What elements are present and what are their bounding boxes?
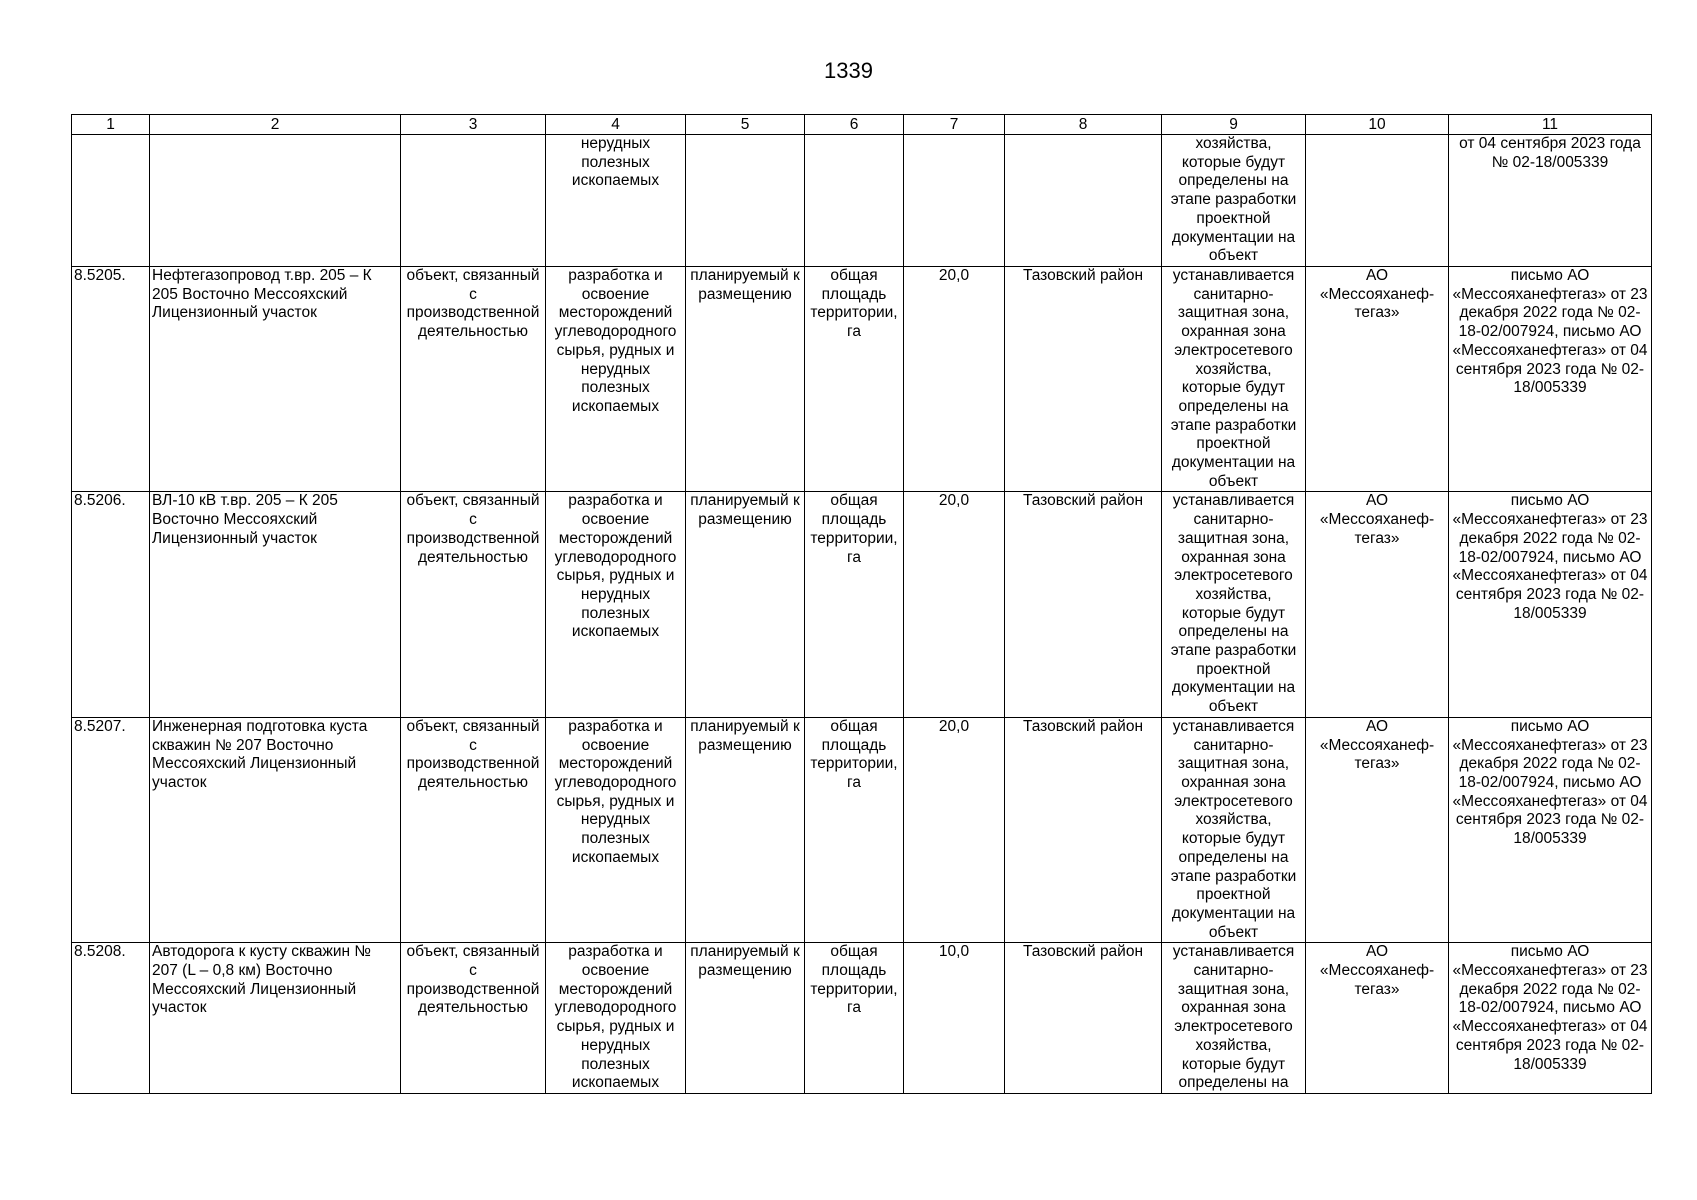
value-cell: 20,0 [904, 717, 1005, 942]
continuation-row [72, 135, 1652, 267]
table-row [72, 943, 1652, 1094]
source-cell: письмо АО «Мессояханефтегаз» от 23 декабря 2022 года № 02-18-02/007924, письмо АО «Мессояханефтегаз» от 04 сентября 2023 года № 02-18/005339 [1449, 492, 1652, 717]
source-cell: письмо АО «Мессояханефтегаз» от 23 декабря 2022 года № 02-18-02/007924, письмо АО «Мессояханефтегаз» от 04 сентября 2023 года № 02-18/005339 [1449, 267, 1652, 492]
location-cell: Тазовский район [1005, 267, 1162, 492]
column-header-5: 5 [686, 115, 805, 135]
column-header-6: 6 [805, 115, 904, 135]
zones-cell: устанавливается санитарно-защитная зона, охранная зона электросетевого хозяйства, которые будут определены на этапе разработки проектной документации на объект [1162, 492, 1306, 717]
column-header-10: 10 [1306, 115, 1449, 135]
object-name: Автодорога к кусту скважин № 207 (L – 0,8 км) Восточно Мессояхский Лицензионный участок [150, 943, 401, 1094]
column-header-9: 9 [1162, 115, 1306, 135]
status-cell: планируемый к размещению [686, 717, 805, 942]
row-number: 8.5208. [72, 943, 150, 1094]
owner-cell: АО «Мессояханеф-тегаз» [1306, 717, 1449, 942]
purpose-cell: разработка и освоение месторождений углеводородного сырья, рудных и нерудных полезных ископаемых [546, 717, 686, 942]
empty-cell [1306, 135, 1449, 267]
column-header-4: 4 [546, 115, 686, 135]
purpose-cell: разработка и освоение месторождений углеводородного сырья, рудных и нерудных полезных ископаемых [546, 267, 686, 492]
status-cell: планируемый к размещению [686, 943, 805, 1094]
registry-table [71, 114, 1652, 1094]
purpose-cell: разработка и освоение месторождений углеводородного сырья, рудных и нерудных полезных ископаемых [546, 943, 686, 1094]
object-name: ВЛ-10 кВ т.вр. 205 – К 205 Восточно Мессояхский Лицензионный участок [150, 492, 401, 717]
object-type: объект, связанный с производственной деятельностью [401, 267, 546, 492]
table-row [72, 492, 1652, 717]
characteristic-cell: общая площадь территории, га [805, 717, 904, 942]
object-type: объект, связанный с производственной деятельностью [401, 492, 546, 717]
column-header-7: 7 [904, 115, 1005, 135]
location-cell: Тазовский район [1005, 943, 1162, 1094]
column-header-11: 11 [1449, 115, 1652, 135]
object-type: объект, связанный с производственной деятельностью [401, 943, 546, 1094]
row-number: 8.5205. [72, 267, 150, 492]
source-cell: письмо АО «Мессояханефтегаз» от 23 декабря 2022 года № 02-18-02/007924, письмо АО «Мессояханефтегаз» от 04 сентября 2023 года № 02-18/005339 [1449, 717, 1652, 942]
zones-cell: устанавливается санитарно-защитная зона, охранная зона электросетевого хозяйства, которые будут определены на этапе разработки проектной документации на объект [1162, 717, 1306, 942]
value-cell: 20,0 [904, 492, 1005, 717]
page-number: 1339 [824, 58, 873, 83]
table-row [72, 267, 1652, 492]
empty-cell [686, 135, 805, 267]
column-header-2: 2 [150, 115, 401, 135]
source-cell: от 04 сентября 2023 года № 02-18/005339 [1449, 135, 1652, 267]
empty-cell [401, 135, 546, 267]
row-number: 8.5207. [72, 717, 150, 942]
purpose-cell: разработка и освоение месторождений углеводородного сырья, рудных и нерудных полезных ископаемых [546, 492, 686, 717]
characteristic-cell: общая площадь территории, га [805, 492, 904, 717]
zones-cell: хозяйства, которые будут определены на этапе разработки проектной документации на объект [1162, 135, 1306, 267]
owner-cell: АО «Мессояханеф-тегаз» [1306, 267, 1449, 492]
characteristic-cell: общая площадь территории, га [805, 267, 904, 492]
zones-cell: устанавливается санитарно-защитная зона, охранная зона электросетевого хозяйства, которые будут определены на [1162, 943, 1306, 1094]
table-row [72, 717, 1652, 942]
header-row [72, 115, 1652, 135]
purpose-cell: нерудных полезных ископаемых [546, 135, 686, 267]
empty-cell [805, 135, 904, 267]
source-cell: письмо АО «Мессояханефтегаз» от 23 декабря 2022 года № 02-18-02/007924, письмо АО «Мессояханефтегаз» от 04 сентября 2023 года № 02-18/005339 [1449, 943, 1652, 1094]
column-header-8: 8 [1005, 115, 1162, 135]
object-name: Нефтегазопровод т.вр. 205 – К 205 Восточно Мессояхский Лицензионный участок [150, 267, 401, 492]
owner-cell: АО «Мессояханеф-тегаз» [1306, 943, 1449, 1094]
object-type: объект, связанный с производственной деятельностью [401, 717, 546, 942]
zones-cell: устанавливается санитарно-защитная зона, охранная зона электросетевого хозяйства, которые будут определены на этапе разработки проектной документации на объект [1162, 267, 1306, 492]
empty-cell [72, 135, 150, 267]
row-number: 8.5206. [72, 492, 150, 717]
column-header-1: 1 [72, 115, 150, 135]
empty-cell [150, 135, 401, 267]
status-cell: планируемый к размещению [686, 267, 805, 492]
owner-cell: АО «Мессояханеф-тегаз» [1306, 492, 1449, 717]
value-cell: 20,0 [904, 267, 1005, 492]
empty-cell [904, 135, 1005, 267]
column-header-3: 3 [401, 115, 546, 135]
empty-cell [1005, 135, 1162, 267]
status-cell: планируемый к размещению [686, 492, 805, 717]
location-cell: Тазовский район [1005, 717, 1162, 942]
object-name: Инженерная подготовка куста скважин № 207 Восточно Мессояхский Лицензионный участок [150, 717, 401, 942]
location-cell: Тазовский район [1005, 492, 1162, 717]
characteristic-cell: общая площадь территории, га [805, 943, 904, 1094]
value-cell: 10,0 [904, 943, 1005, 1094]
